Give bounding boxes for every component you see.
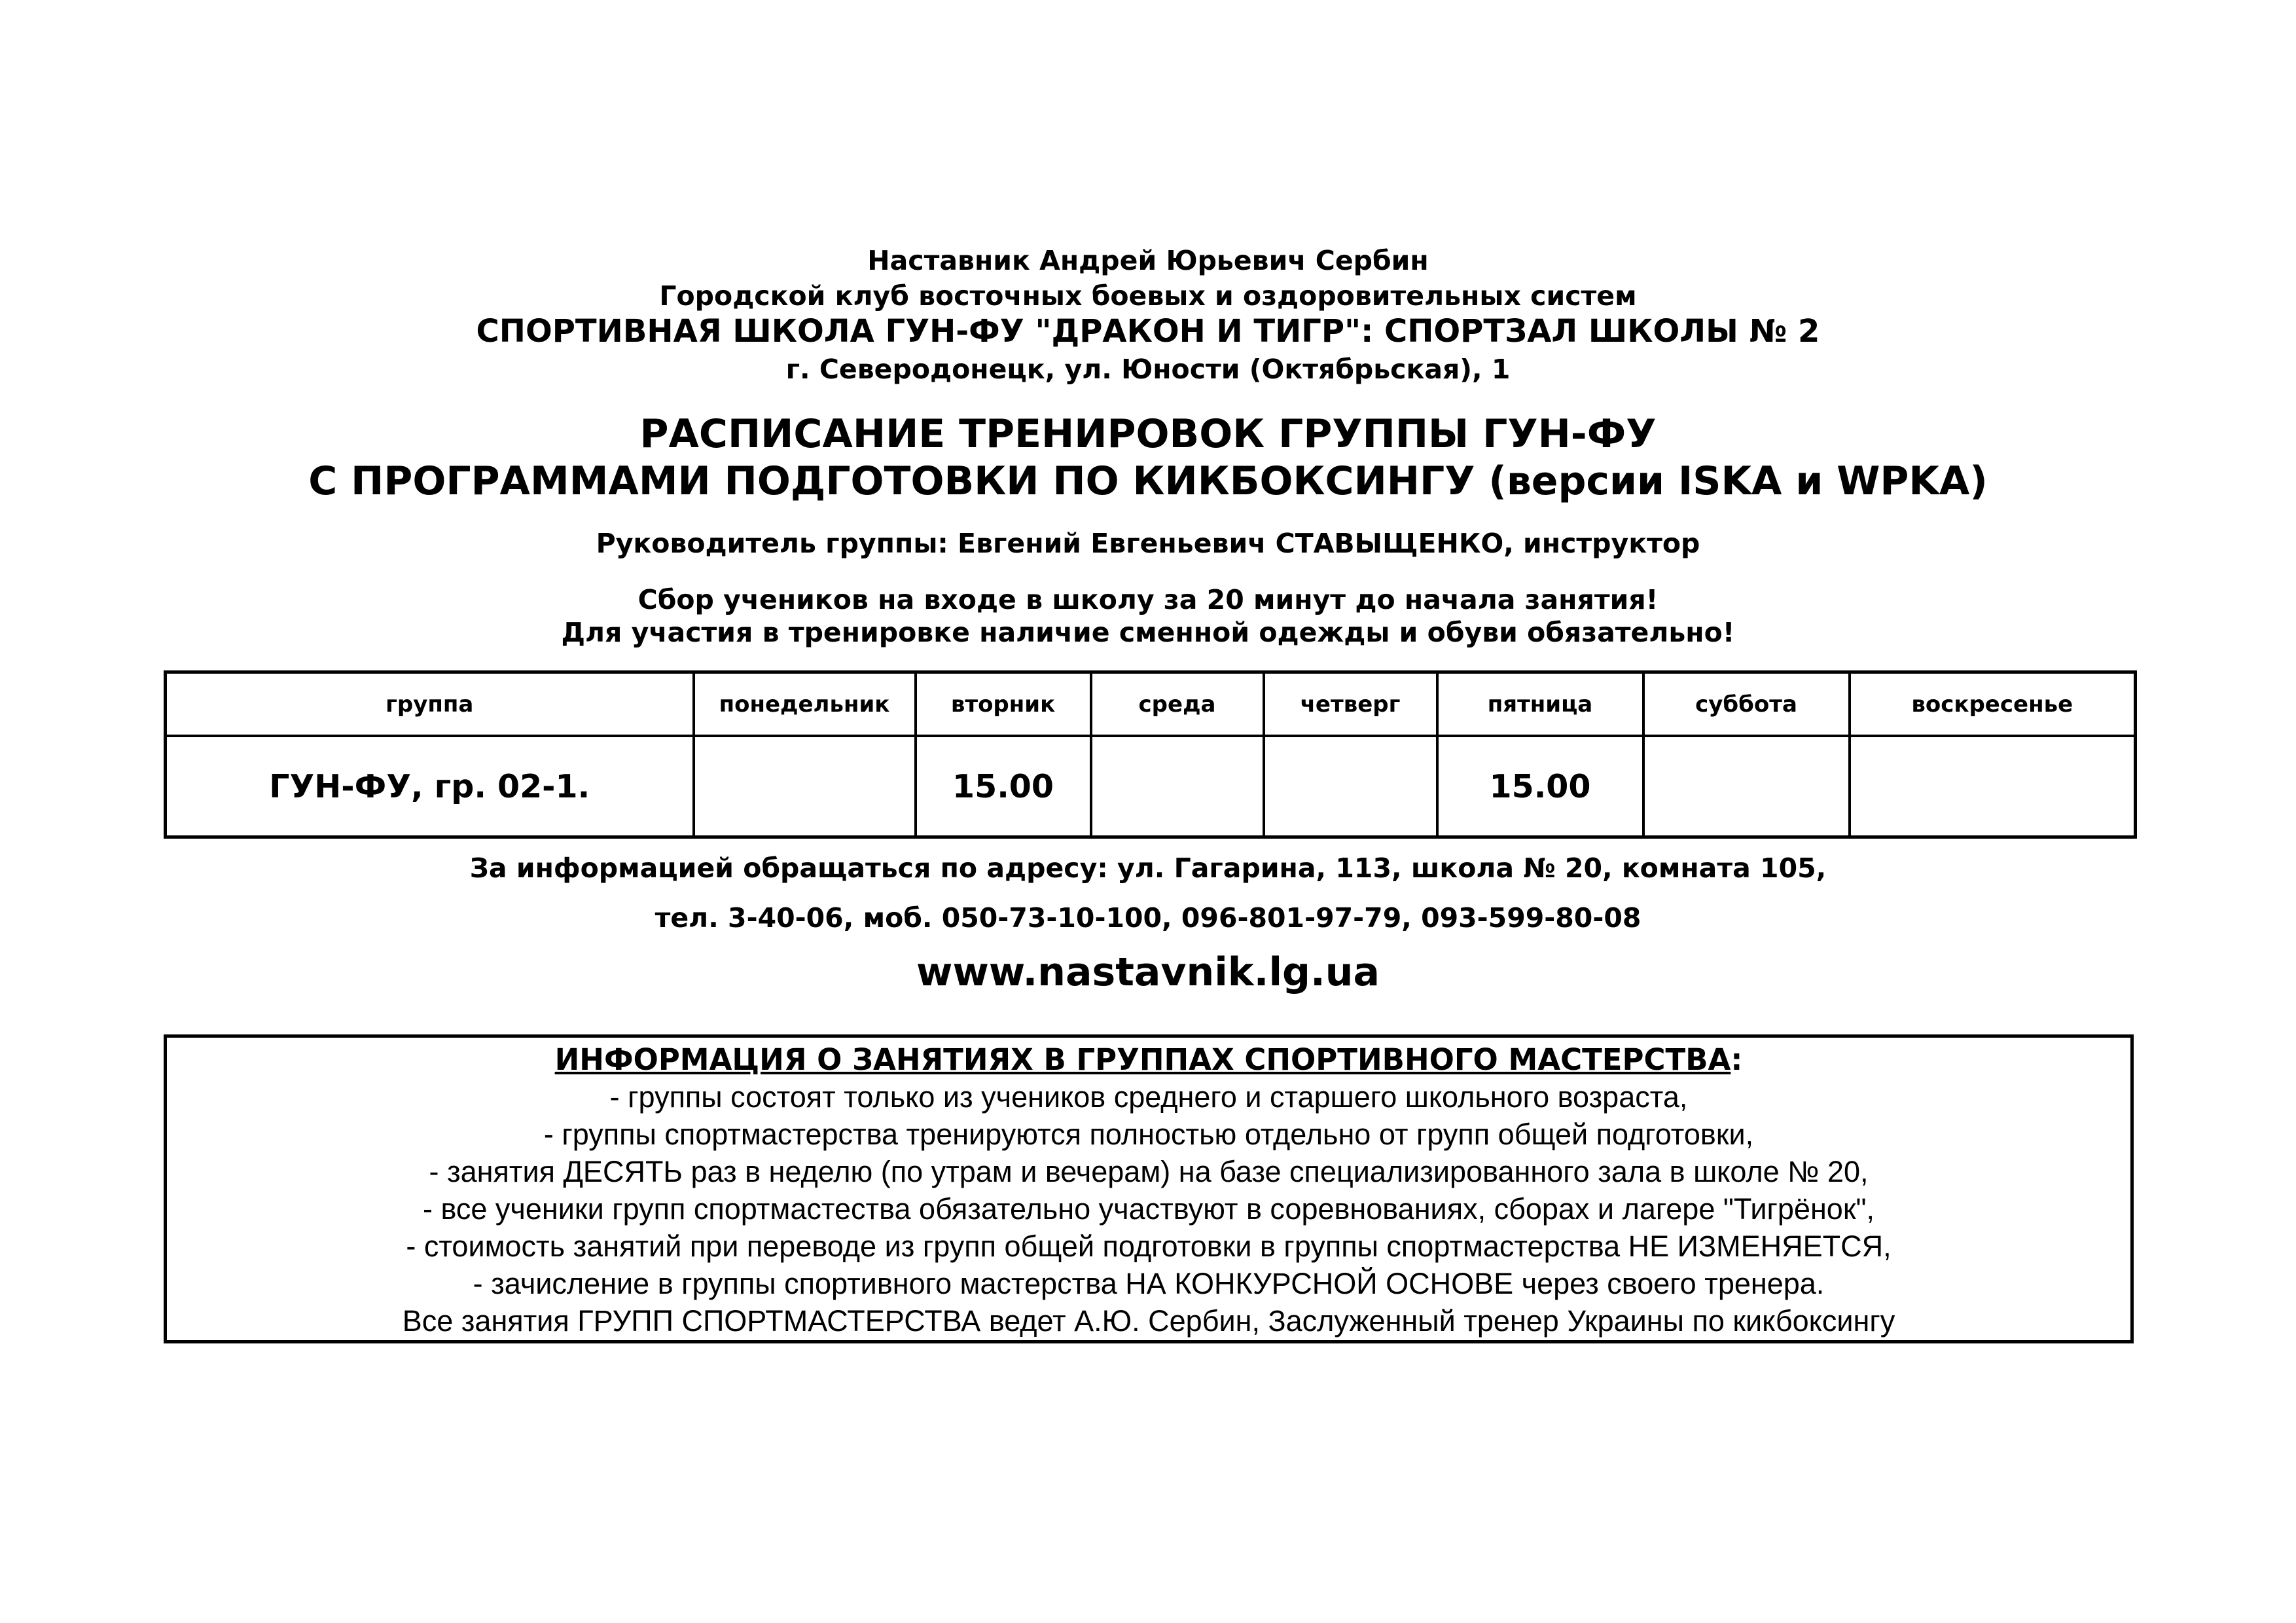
info-line: - все ученики групп спортмастества обязательно участвуют в соревнованиях, сборах и лагере "Тигрёнок", xyxy=(423,1192,1874,1226)
header-saturday: суббота xyxy=(1643,672,1850,737)
cell-saturday xyxy=(1643,736,1850,837)
header-sunday: воскресенье xyxy=(1850,672,2136,737)
header-tuesday: вторник xyxy=(916,672,1091,737)
notice-gathering: Сбор учеников на входе в школу за 20 минут до начала занятия! xyxy=(637,584,1659,615)
cell-thursday xyxy=(1264,736,1437,837)
contact-address: За информацией обращаться по адресу: ул. Гагарина, 113, школа № 20, комната 105, xyxy=(469,852,1827,884)
contact-phones: тел. 3-40-06, моб. 050-73-10-100, 096-801-97-79, 093-599-80-08 xyxy=(655,902,1641,934)
info-line: - стоимость занятий при переводе из групп общей подготовки в группы спортмастерства НЕ ИЗМЕНЯЕТСЯ, xyxy=(406,1230,1892,1263)
schedule-header-row xyxy=(166,672,2136,737)
info-box xyxy=(164,1034,2134,1343)
mentor-name: Наставник Андрей Юрьевич Сербин xyxy=(867,245,1429,276)
cell-friday: 15.00 xyxy=(1437,736,1643,837)
info-line: - занятия ДЕСЯТЬ раз в неделю (по утрам и вечерам) на базе специализированного зала в школе № 20, xyxy=(429,1155,1869,1188)
schedule-table xyxy=(164,670,2137,839)
cell-group-name: ГУН-ФУ, гр. 02-1. xyxy=(166,736,694,837)
header-friday: пятница xyxy=(1437,672,1643,737)
header-group: группа xyxy=(166,672,694,737)
page-title: РАСПИСАНИЕ ТРЕНИРОВОК ГРУППЫ ГУН-ФУ xyxy=(639,411,1657,457)
group-leader: Руководитель группы: Евгений Евгеньевич СТАВЫЩЕНКО, инструктор xyxy=(596,528,1700,559)
website-link[interactable]: www.nastavnik.lg.ua xyxy=(916,949,1380,995)
header-monday: понедельник xyxy=(694,672,916,737)
table-row xyxy=(166,736,2136,837)
cell-wednesday xyxy=(1091,736,1264,837)
info-title-text: ИНФОРМАЦИЯ О ЗАНЯТИЯХ В ГРУППАХ СПОРТИВНОГО МАСТЕРСТВА xyxy=(554,1042,1731,1077)
club-name: Городской клуб восточных боевых и оздоровительных систем xyxy=(659,280,1637,312)
info-title xyxy=(167,1042,2130,1078)
header-wednesday: среда xyxy=(1091,672,1264,737)
cell-sunday xyxy=(1850,736,2136,837)
info-line: Все занятия ГРУПП СПОРТМАСТЕРСТВА ведет А.Ю. Сербин, Заслуженный тренер Украины по кикбоксингу xyxy=(402,1304,1895,1338)
notice-clothing: Для участия в тренировке наличие сменной одежды и обуви обязательно! xyxy=(561,617,1735,648)
cell-tuesday: 15.00 xyxy=(916,736,1091,837)
info-line: - зачисление в группы спортивного мастерства НА КОНКУРСНОЙ ОСНОВЕ через своего тренера. xyxy=(473,1267,1825,1300)
cell-monday xyxy=(694,736,916,837)
school-address: г. Северодонецк, ул. Юности (Октябрьская), 1 xyxy=(785,354,1511,385)
page-subtitle: С ПРОГРАММАМИ ПОДГОТОВКИ ПО КИКБОКСИНГУ (версии ISKA и WPKA) xyxy=(308,458,1988,504)
info-title-colon: : xyxy=(1731,1042,1743,1077)
info-line: - группы спортмастерства тренируются полностью отдельно от групп общей подготовки, xyxy=(543,1118,1754,1151)
header-thursday: четверг xyxy=(1264,672,1437,737)
info-line: - группы состоят только из учеников среднего и старшего школьного возраста, xyxy=(609,1080,1688,1114)
school-name: СПОРТИВНАЯ ШКОЛА ГУН-ФУ "ДРАКОН И ТИГР": СПОРТЗАЛ ШКОЛЫ № 2 xyxy=(476,313,1820,350)
